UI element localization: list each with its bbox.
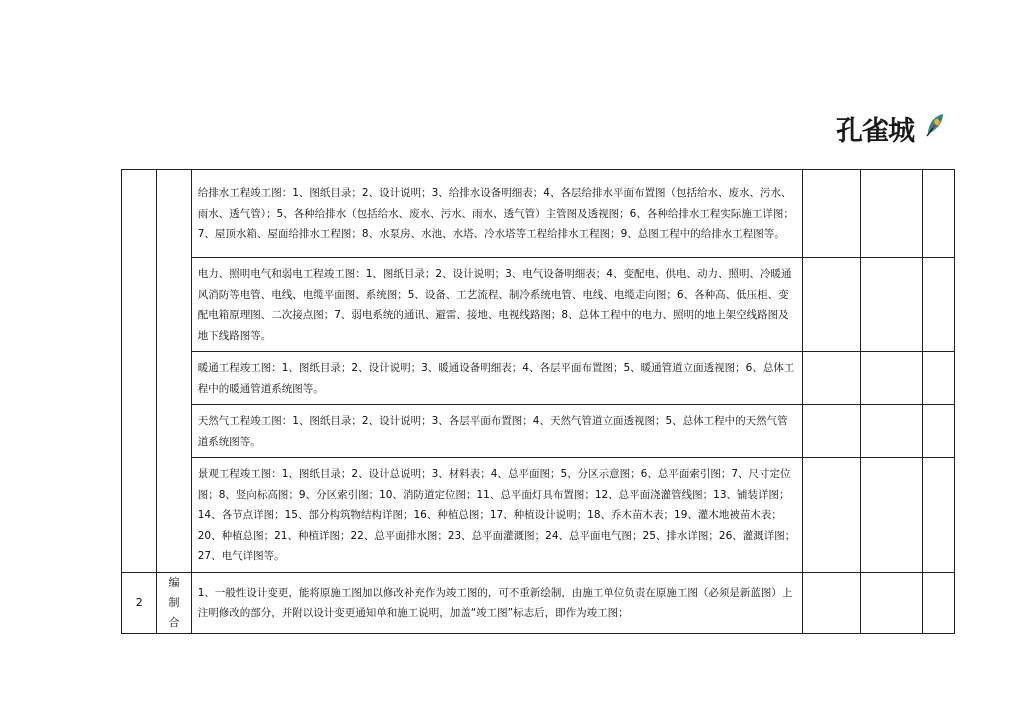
content-cell: 电力、照明电气和弱电工程竣工图：1、图纸目录；2、设计说明；3、电气设备明细表；4、变配电、供电、动力、照明、冷暖通风消防等电管、电线、电缆平面图、系统图；5、设备、工艺流程、制冷系统电管、电线、电缆走向图；6、各种高、低压柜、变配电箱原理图、二次接点图；7、弱电系统的通讯、避雷、接地、电视线路图；8、总体工程中的电力、照明的地上架空线路图及地下线路图等。 bbox=[191, 258, 803, 352]
category-label bbox=[157, 572, 191, 633]
empty-cell bbox=[922, 258, 954, 352]
table-row bbox=[122, 405, 955, 458]
empty-cell bbox=[860, 572, 922, 633]
table-row bbox=[122, 572, 955, 633]
empty-cell bbox=[922, 170, 954, 258]
empty-cell bbox=[803, 352, 861, 405]
empty-cell bbox=[860, 258, 922, 352]
document-table bbox=[121, 169, 955, 634]
content-cell: 1、一般性设计变更，能将原施工图加以修改补充作为竣工图的，可不重新绘制，由施工单位负责在原施工图（必须是新蓝图）上注明修改的部分，并附以设计变更通知单和施工说明，加盖“竣工图”标志后，即作为竣工图； bbox=[191, 572, 803, 633]
feather-icon bbox=[924, 112, 946, 138]
empty-cell bbox=[922, 352, 954, 405]
category-char: 制 bbox=[168, 595, 180, 609]
logo-text: 孔雀城 bbox=[836, 116, 914, 147]
row-number: 2 bbox=[122, 572, 157, 633]
category-char: 编 bbox=[168, 575, 180, 589]
empty-cell bbox=[803, 258, 861, 352]
category-char: 合 bbox=[168, 615, 180, 629]
empty-cell bbox=[922, 458, 954, 573]
empty-cell bbox=[860, 170, 922, 258]
empty-cell bbox=[803, 572, 861, 633]
table-row bbox=[122, 352, 955, 405]
empty-cell bbox=[922, 572, 954, 633]
empty-cell bbox=[803, 405, 861, 458]
table-row bbox=[122, 170, 955, 258]
logo bbox=[836, 112, 948, 152]
empty-cell bbox=[860, 405, 922, 458]
empty-cell bbox=[860, 352, 922, 405]
content-cell: 景观工程竣工图：1、图纸目录；2、设计总说明；3、材料表；4、总平面图；5、分区示意图；6、总平面索引图；7、尺寸定位图；8、竖向标高图；9、分区索引图；10、消防道定位图；11、总平面灯具布置图；12、总平面浇灌管线图；13、铺装详图；14、各节点详图；15、部分构筑物结构详图；16、种植总图；17、种植设计说明；18、乔木苗木表；19、灌木地被苗木表；20、种植总图；21、种植详图；22、总平面排水图；23、总平面灌溉图；24、总平面电气图；25、排水详图；26、灌溉详图；27、电气详图等。 bbox=[191, 458, 803, 573]
content-cell: 天然气工程竣工图：1、图纸目录；2、设计说明；3、各层平面布置图；4、天然气管道立面透视图；5、总体工程中的天然气管道系统图等。 bbox=[191, 405, 803, 458]
category-cell bbox=[157, 170, 191, 573]
table-row bbox=[122, 258, 955, 352]
empty-cell bbox=[803, 458, 861, 573]
content-cell: 暖通工程竣工图：1、图纸目录；2、设计说明；3、暖通设备明细表；4、各层平面布置图；5、暖通管道立面透视图；6、总体工程中的暖通管道系统图等。 bbox=[191, 352, 803, 405]
empty-cell bbox=[860, 458, 922, 573]
number-cell bbox=[122, 170, 157, 573]
content-cell: 给排水工程竣工图：1、图纸目录；2、设计说明；3、给排水设备明细表；4、各层给排水平面布置图（包括给水、废水、污水、雨水、透气管）；5、各种给排水（包括给水、废水、污水、雨水、透气管）主管图及透视图；6、各种给排水工程实际施工详图；7、屋顶水箱、屋面给排水工程图；8、水泵房、水池、水塔、冷水塔等工程给排水工程图；9、总图工程中的给排水工程图等。 bbox=[191, 170, 803, 258]
empty-cell bbox=[922, 405, 954, 458]
table-row bbox=[122, 458, 955, 573]
empty-cell bbox=[803, 170, 861, 258]
